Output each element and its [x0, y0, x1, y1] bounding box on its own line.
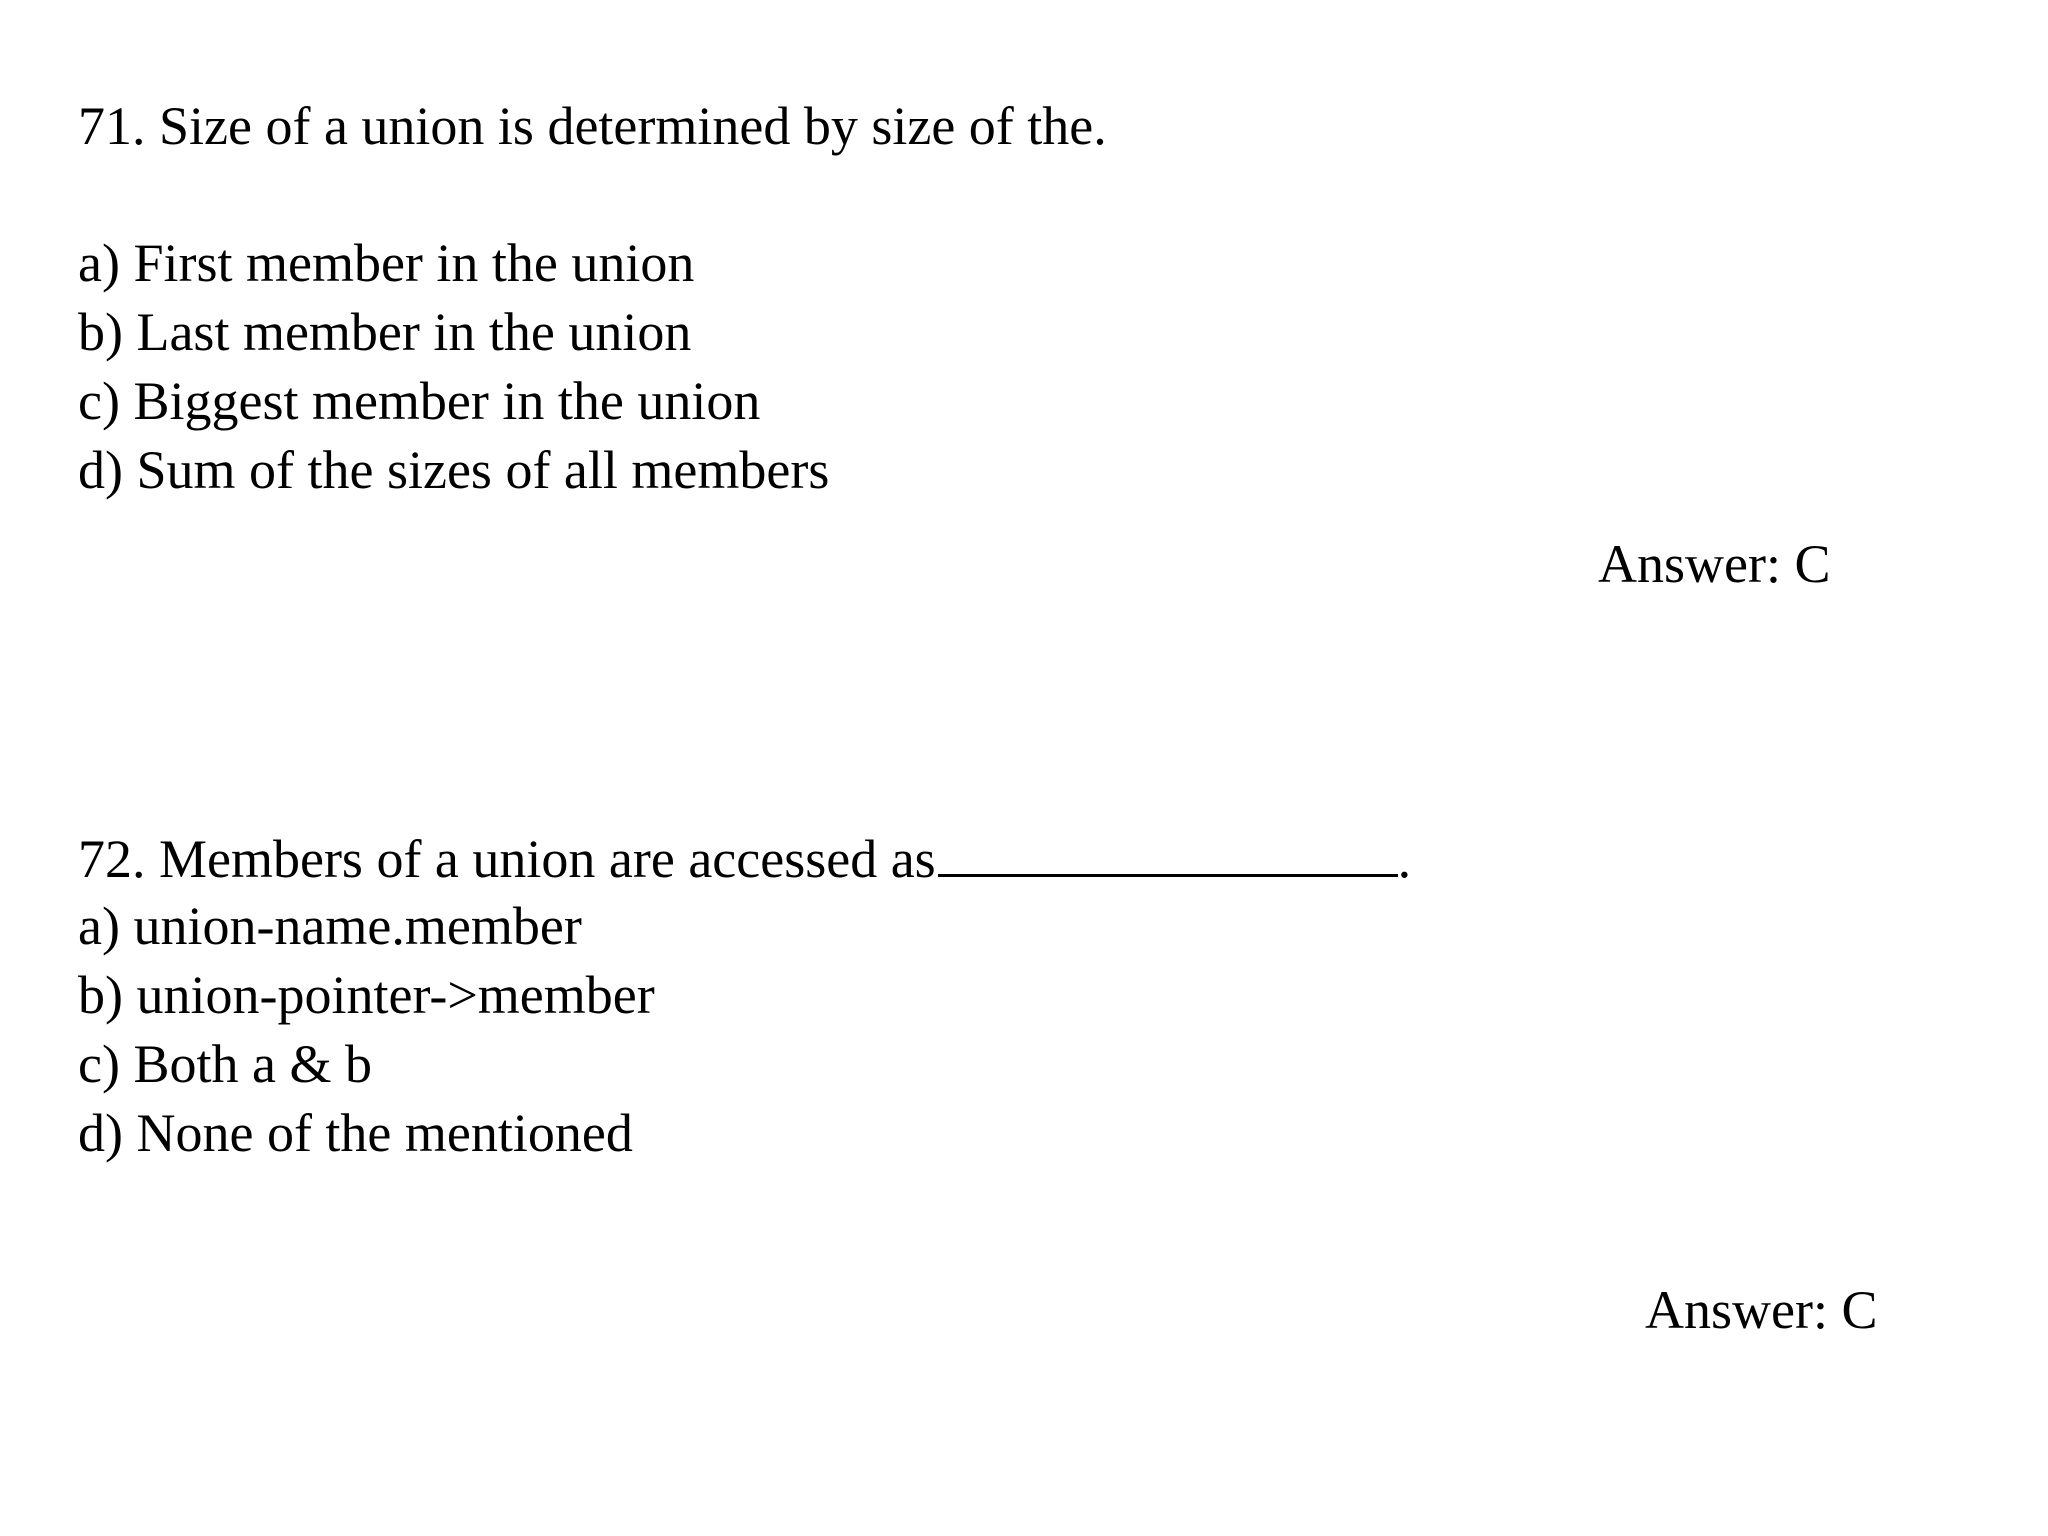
- question-71-option-c: c) Biggest member in the union: [78, 371, 761, 431]
- question-72-answer: Answer: C: [1645, 1280, 1878, 1340]
- question-71-option-d: d) Sum of the sizes of all members: [78, 440, 830, 500]
- fill-in-blank: [938, 830, 1398, 877]
- question-72-stem-end: .: [1397, 829, 1412, 889]
- question-72-option-a: a) union-name.member: [78, 896, 582, 956]
- question-72-option-d: d) None of the mentioned: [78, 1103, 633, 1163]
- question-72-stem: 72. Members of a union are accessed as: [78, 829, 936, 889]
- question-71-option-a: a) First member in the union: [78, 233, 695, 293]
- question-72-option-c: c) Both a & b: [78, 1034, 372, 1094]
- question-72-stem-line: [78, 829, 1412, 889]
- question-71-stem: 71. Size of a union is determined by size of the.: [78, 96, 1107, 156]
- question-71-answer: Answer: C: [1598, 534, 1831, 594]
- question-71-option-b: b) Last member in the union: [78, 302, 692, 362]
- question-72-option-b: b) union-pointer->member: [78, 965, 655, 1025]
